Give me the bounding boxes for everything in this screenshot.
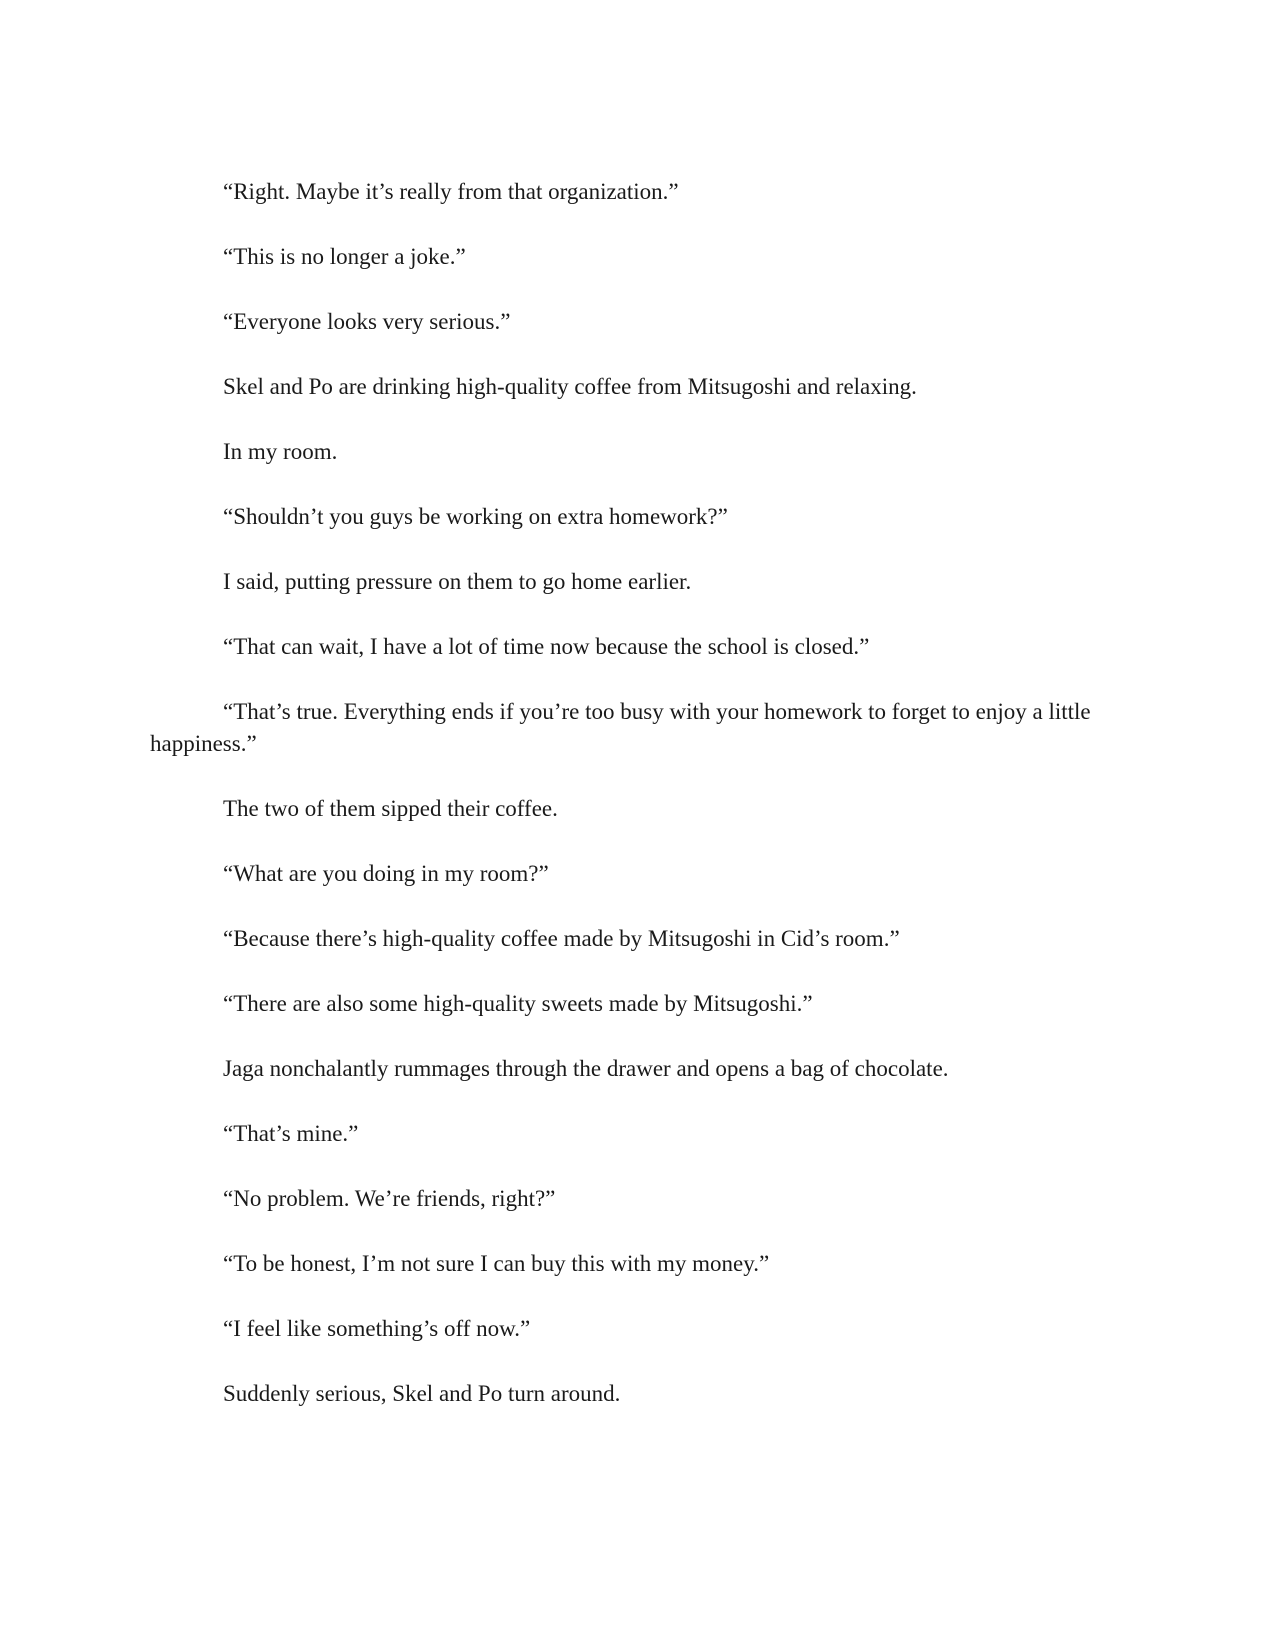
- document-body: [150, 176, 1115, 1410]
- paragraph: In my room.: [223, 439, 338, 464]
- paragraph: “Shouldn’t you guys be working on extra homework?”: [223, 504, 728, 529]
- paragraph: “No problem. We’re friends, right?”: [223, 1186, 556, 1211]
- paragraph: Skel and Po are drinking high-quality coffee from Mitsugoshi and relaxing.: [223, 374, 917, 399]
- paragraph: “I feel like something’s off now.”: [223, 1316, 531, 1341]
- paragraph: “That can wait, I have a lot of time now because the school is closed.”: [223, 634, 870, 659]
- paragraph: “To be honest, I’m not sure I can buy this with my money.”: [223, 1251, 770, 1276]
- paragraph: Jaga nonchalantly rummages through the drawer and opens a bag of chocolate.: [223, 1056, 949, 1081]
- paragraph: I said, putting pressure on them to go home earlier.: [223, 569, 692, 594]
- paragraph: The two of them sipped their coffee.: [223, 796, 558, 821]
- paragraph: “That’s true. Everything ends if you’re too busy with your homework to forget to enjoy a little happiness.”: [150, 699, 1091, 756]
- paragraph: Suddenly serious, Skel and Po turn around.: [223, 1381, 621, 1406]
- paragraph: “Right. Maybe it’s really from that organization.”: [223, 179, 679, 204]
- paragraph: “Everyone looks very serious.”: [223, 309, 511, 334]
- paragraph: “There are also some high-quality sweets made by Mitsugoshi.”: [223, 991, 813, 1016]
- paragraph: “Because there’s high-quality coffee made by Mitsugoshi in Cid’s room.”: [223, 926, 900, 951]
- paragraph: “That’s mine.”: [223, 1121, 359, 1146]
- paragraph: “What are you doing in my room?”: [223, 861, 549, 886]
- paragraph: “This is no longer a joke.”: [223, 244, 466, 269]
